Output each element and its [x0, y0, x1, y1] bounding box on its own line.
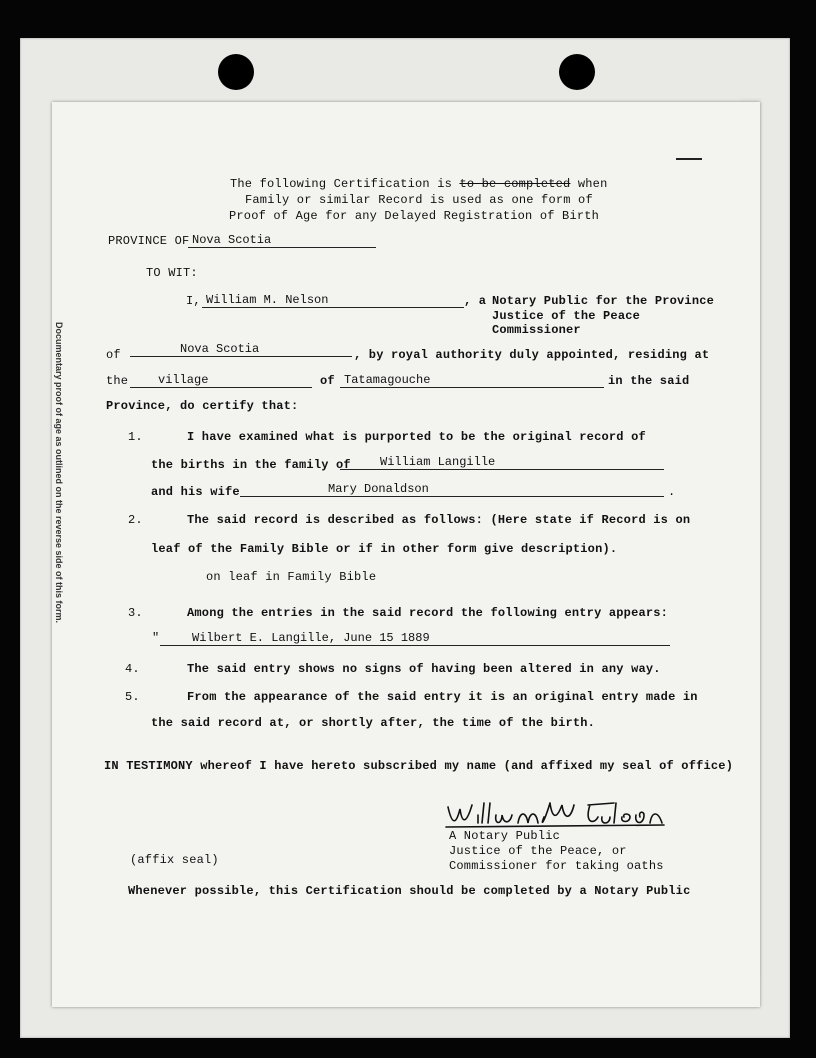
edge-mark — [676, 158, 702, 160]
seal-label: (affix seal) — [130, 853, 219, 867]
record-description: on leaf in Family Bible — [206, 570, 377, 584]
punch-hole-right — [559, 54, 595, 90]
entry-field[interactable]: Wilbert E. Langille, June 15 1889 — [160, 631, 670, 646]
declarant-title-3: Commissioner — [492, 323, 581, 337]
of-field[interactable]: Nova Scotia — [130, 342, 352, 357]
signature-line-1: A Notary Public — [449, 829, 561, 843]
signature — [444, 797, 674, 831]
wife-field[interactable]: Mary Donaldson — [240, 482, 664, 497]
item-5-line-1: From the appearance of the said entry it is an original entry made in — [187, 690, 698, 704]
item-1-period: . — [668, 485, 676, 499]
of-label: of — [106, 348, 121, 362]
of-line-text: , by royal authority duly appointed, residing at — [354, 348, 710, 362]
signature-line-2: Justice of the Peace, or — [449, 844, 627, 858]
item-4-number: 4. — [125, 662, 140, 676]
item-2-line-1: The said record is described as follows: (Here state if Record is on — [187, 513, 691, 527]
item-3-quote: " — [152, 631, 160, 645]
residence-of: of — [320, 374, 335, 388]
family-field[interactable]: William Langille — [340, 455, 664, 470]
item-1-family-label: the births in the family of — [151, 458, 351, 472]
declarant-title-2: Justice of the Peace — [492, 309, 641, 323]
footer-note: Whenever possible, this Certification should be completed by a Notary Public — [128, 884, 691, 898]
declarant-title-pre: , a — [464, 294, 487, 308]
item-2-number: 2. — [128, 513, 143, 527]
side-note: Documentary proof of age as outlined on the reverse side of this form. — [54, 322, 64, 624]
place-field[interactable]: Tatamagouche — [340, 373, 604, 388]
item-5-number: 5. — [125, 690, 140, 704]
item-5-line-2: the said record at, or shortly after, the time of the birth. — [151, 716, 596, 730]
header-line-1: The following Certification is to be completed when — [230, 177, 608, 191]
declarant-name-field[interactable]: William M. Nelson — [202, 293, 464, 308]
item-4-line-1: The said entry shows no signs of having been altered in any way. — [187, 662, 661, 676]
item-1-wife-label: and his wife — [151, 485, 240, 499]
certify-text: Province, do certify that: — [106, 399, 299, 413]
to-wit-label: TO WIT: — [146, 266, 198, 280]
item-3-line-1: Among the entries in the said record the following entry appears: — [187, 606, 669, 620]
item-2-line-2: leaf of the Family Bible or if in other form give description). — [151, 542, 618, 556]
item-3-number: 3. — [128, 606, 143, 620]
declarant-title-1: Notary Public for the Province — [492, 294, 715, 308]
residence-the: the — [106, 374, 129, 388]
header-line-3: Proof of Age for any Delayed Registration of Birth — [229, 209, 600, 223]
item-1-number: 1. — [128, 430, 143, 444]
province-label: PROVINCE OF — [108, 234, 190, 248]
province-field[interactable]: Nova Scotia — [188, 233, 376, 248]
item-1-line-1: I have examined what is purported to be the original record of — [187, 430, 646, 444]
signature-line-3: Commissioner for taking oaths — [449, 859, 664, 873]
header-line-2: Family or similar Record is used as one form of — [245, 193, 593, 207]
punch-hole-left — [218, 54, 254, 90]
residence-suffix: in the said — [608, 374, 690, 388]
testimony-text: IN TESTIMONY whereof I have hereto subscribed my name (and affixed my seal of office) — [104, 759, 734, 773]
place-type-field[interactable]: village — [130, 373, 312, 388]
declarant-prefix: I, — [186, 294, 201, 308]
